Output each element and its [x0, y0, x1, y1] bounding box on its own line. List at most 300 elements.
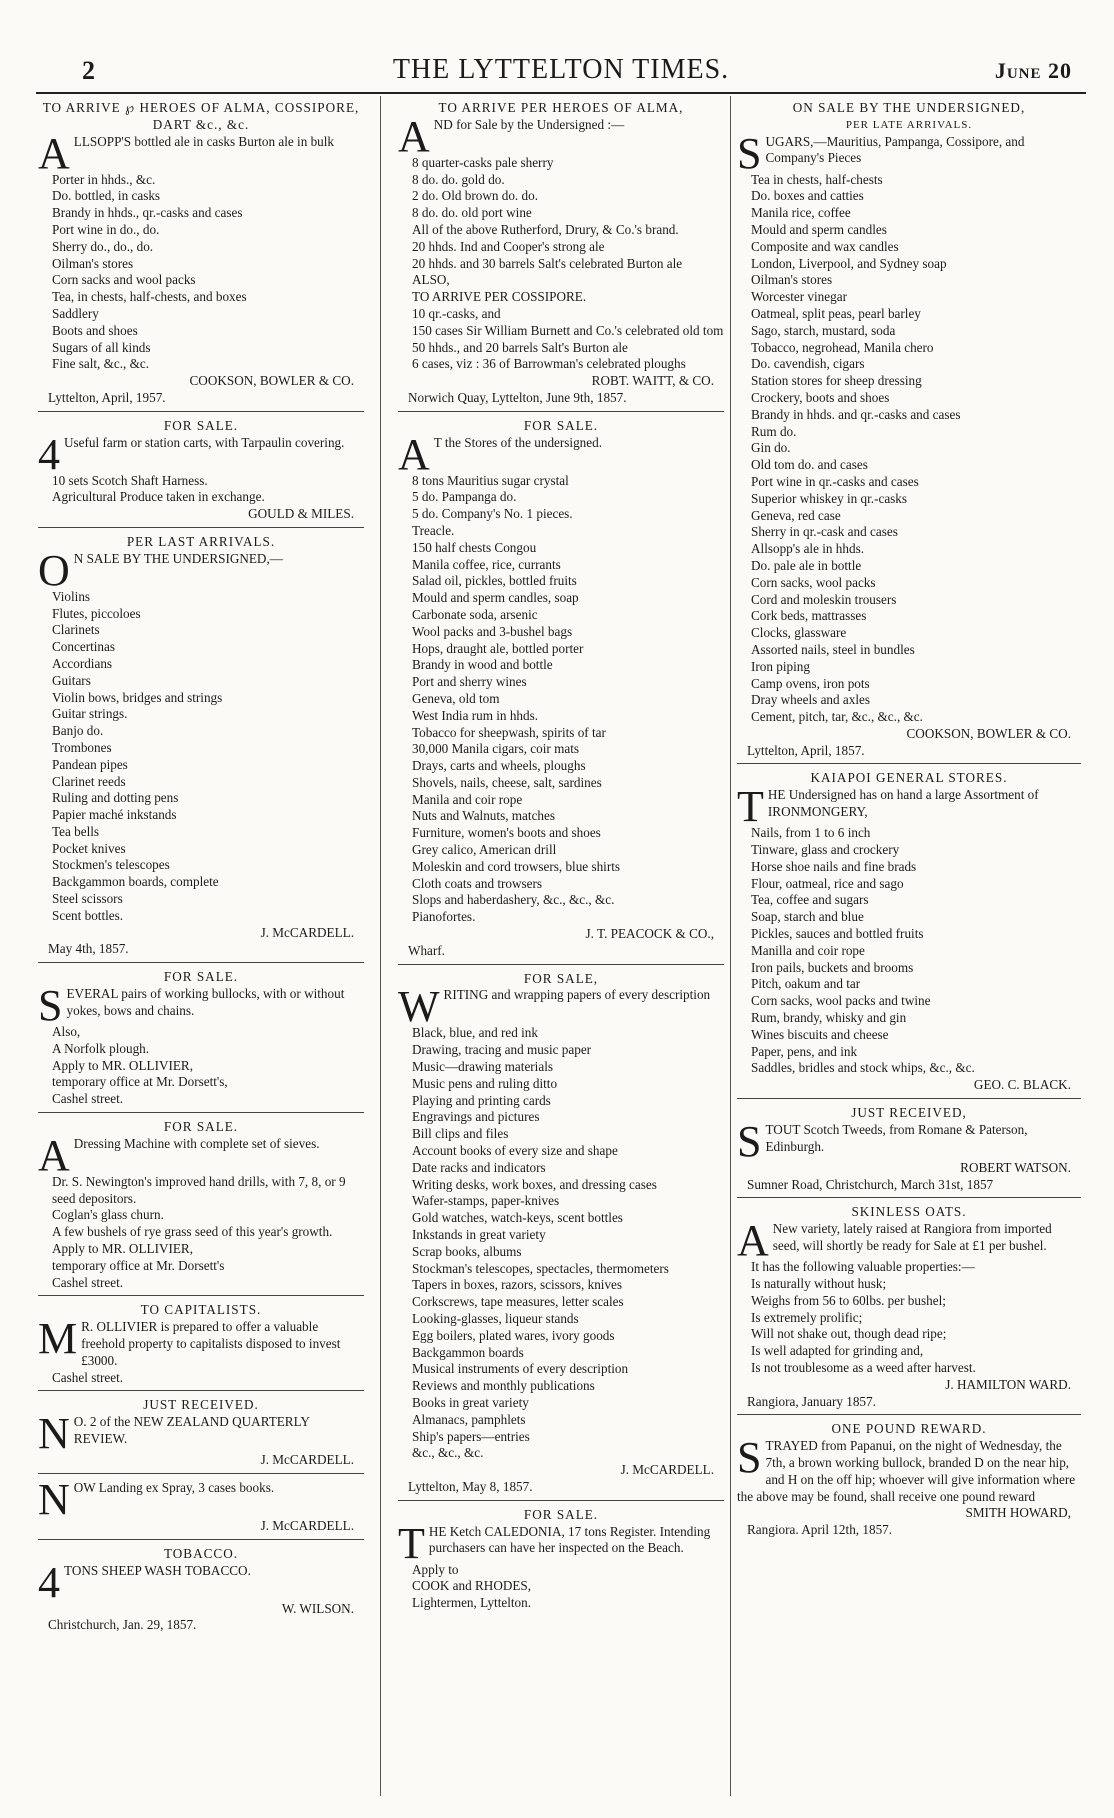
ad-item-list	[38, 589, 364, 925]
ad-lead	[737, 782, 1081, 832]
ad-item: Hops, draught ale, bottled porter	[412, 640, 584, 656]
ad-item-list	[38, 1174, 364, 1292]
ad-item: Musical instruments of every description	[412, 1361, 629, 1377]
ad-header: FOR SALE.	[523, 417, 599, 433]
drop-cap: O	[38, 545, 70, 595]
ad-item: Also,	[52, 1024, 81, 1040]
ad-header: FOR SALE,	[523, 970, 599, 986]
drop-cap: S	[737, 1116, 762, 1166]
ad-header: JUST RECEIVED,	[851, 1105, 967, 1121]
drop-cap: A	[737, 1216, 769, 1266]
drop-cap: S	[38, 981, 63, 1031]
ad-item: TO ARRIVE PER COSSIPORE.	[412, 289, 587, 305]
advertisement	[38, 1300, 364, 1391]
ad-item: Nails, from 1 to 6 inch	[751, 825, 871, 841]
ad-item: Backgammon boards, complete	[52, 874, 219, 890]
ad-signature: J. HAMILTON WARD.	[945, 1376, 1071, 1392]
ad-item: Drawing, tracing and music paper	[412, 1042, 592, 1058]
column-divider	[730, 96, 731, 1796]
ad-item: Drays, carts and wheels, ploughs	[412, 758, 586, 774]
ad-place-date: Rangiora, January 1857.	[747, 1393, 876, 1409]
ad-item: Worcester vinegar	[751, 289, 847, 305]
ad-item: Banjo do.	[52, 723, 104, 739]
ad-lead-text: TONS SHEEP WASH TOBACCO.	[64, 1562, 251, 1578]
advertisement	[737, 1419, 1081, 1543]
ad-item-list	[398, 1562, 724, 1612]
ad-item: A few bushels of rye grass seed of this year's growth.	[52, 1224, 333, 1240]
ad-lead	[38, 1130, 364, 1180]
ad-header: FOR SALE.	[163, 1119, 239, 1135]
ad-item: 50 hhds., and 20 barrels Salt's Burton ale	[412, 339, 628, 355]
ad-place-date: Wharf.	[408, 942, 445, 958]
ad-item: Pianofortes.	[412, 909, 476, 925]
ad-item: Wool packs and 3-bushel bags	[412, 623, 573, 639]
ad-header: KAIAPOI GENERAL STORES.	[810, 770, 1008, 786]
ad-header: TO ARRIVE PER HEROES OF ALMA,	[438, 100, 684, 115]
ad-lead	[398, 111, 724, 161]
advertisement	[737, 1103, 1081, 1198]
ad-item: Port and sherry wines	[412, 674, 527, 690]
ad-header: SKINLESS OATS.	[851, 1204, 967, 1220]
ad-item: Reviews and monthly publications	[412, 1378, 595, 1394]
ad-place-date: Lyttelton, May 8, 1857.	[408, 1478, 533, 1494]
drop-cap: A	[398, 111, 430, 161]
ad-signature: GOULD & MILES.	[248, 506, 354, 522]
ad-item: Playing and printing cards	[412, 1092, 551, 1108]
advertisement	[38, 1544, 364, 1638]
column-2	[398, 98, 724, 1808]
ad-item: 10 sets Scotch Shaft Harness.	[52, 472, 208, 488]
ad-item: Guitar strings.	[52, 706, 128, 722]
ad-item: Black, blue, and red ink	[412, 1025, 538, 1041]
drop-cap: A	[38, 128, 70, 178]
advertisement	[737, 768, 1081, 1099]
ad-item: Furniture, women's boots and shoes	[412, 825, 601, 841]
advertisement	[737, 98, 1081, 764]
ad-item: Pitch, oakum and tar	[751, 976, 861, 992]
ad-lead	[737, 1116, 1081, 1166]
ad-header: FOR SALE.	[163, 417, 239, 433]
ad-item: 6 cases, viz : 36 of Barrowman's celebrated ploughs	[412, 356, 686, 372]
ad-lead-text: Useful farm or station carts, with Tarpaulin covering.	[64, 434, 345, 450]
ad-item: Corn sacks, wool packs and twine	[751, 993, 931, 1009]
ad-item: Is naturally without husk;	[751, 1276, 887, 1292]
ad-item: All of the above Rutherford, Drury, & Co.'s brand.	[412, 221, 679, 237]
ad-item: Bill clips and files	[412, 1126, 509, 1142]
drop-cap: M	[38, 1314, 78, 1364]
drop-cap: W	[398, 982, 440, 1032]
ad-item: Tea, coffee and sugars	[751, 892, 869, 908]
ad-item: Oilman's stores	[52, 255, 134, 271]
ad-item: Date racks and indicators	[412, 1159, 546, 1175]
ad-item: Rum, brandy, whisky and gin	[751, 1010, 907, 1026]
ad-item: Dr. S. Newington's improved hand drills, with 7, 8, or 9 seed depositors.	[52, 1173, 346, 1206]
ad-item: Assorted nails, steel in bundles	[751, 641, 915, 657]
ad-signature: W. WILSON.	[281, 1600, 354, 1616]
ad-item: Account books of every size and shape	[412, 1143, 618, 1159]
ad-item: &c., &c., &c.	[412, 1445, 484, 1461]
ad-item: 20 hhds. and 30 barrels Salt's celebrated Burton ale	[412, 255, 683, 271]
ad-item: 8 do. do. old port wine	[412, 205, 532, 221]
ad-item: Geneva, old tom	[412, 690, 500, 706]
ad-item: Is well adapted for grinding and,	[751, 1343, 924, 1359]
ad-item: Tinware, glass and crockery	[751, 842, 900, 858]
column-3	[737, 98, 1081, 1808]
ad-item: Grey calico, American drill	[412, 842, 557, 858]
ad-lead-text: T the Stores of the undersigned.	[433, 434, 603, 450]
ad-item-list	[398, 155, 724, 373]
ad-item: London, Liverpool, and Sydney soap	[751, 255, 947, 271]
ad-item: COOK and RHODES,	[412, 1578, 532, 1594]
ad-item: Pandean pipes	[52, 756, 128, 772]
ad-signature: J. McCARDELL.	[260, 924, 354, 940]
ad-item: Accordians	[52, 655, 113, 671]
advertisement	[398, 969, 724, 1501]
ad-item: Pocket knives	[52, 840, 126, 856]
ad-item: Manila rice, coffee	[751, 205, 851, 221]
ad-item: Manila and coir rope	[412, 791, 523, 807]
ad-item: Violin bows, bridges and strings	[52, 689, 223, 705]
ad-item: Ship's papers—entries	[412, 1428, 530, 1444]
ad-item: Cashel street.	[52, 1369, 124, 1385]
ad-item: Clarinets	[52, 622, 100, 638]
ad-item: Shovels, nails, cheese, salt, sardines	[412, 774, 602, 790]
ad-item: 8 do. do. gold do.	[412, 171, 505, 187]
column-divider	[380, 96, 381, 1796]
ad-item: A Norfolk plough.	[52, 1040, 150, 1056]
ad-item: Salad oil, pickles, bottled fruits	[412, 573, 577, 589]
ad-item: Engravings and pictures	[412, 1109, 540, 1125]
ad-item: 10 qr.-casks, and	[412, 305, 501, 321]
ad-lead	[38, 128, 364, 178]
ad-item: Wafer-stamps, paper-knives	[412, 1193, 560, 1209]
advertisement	[38, 1475, 364, 1540]
ad-item: Horse shoe nails and fine brads	[751, 858, 917, 874]
ad-signature: GEO. C. BLACK.	[973, 1077, 1071, 1093]
drop-cap: 4	[38, 1557, 60, 1607]
ad-header: TO ARRIVE ℘ HEROES OF ALMA, COSSIPORE, DART &c., &c.	[42, 100, 360, 132]
ad-item: Manilla and coir rope	[751, 942, 865, 958]
ad-item: Iron pails, buckets and brooms	[751, 959, 914, 975]
ad-item: Boots and shoes	[52, 322, 138, 338]
ad-item: Moleskin and cord trowsers, blue shirts	[412, 858, 621, 874]
ad-item: Saddlery	[52, 305, 99, 321]
ad-item: 150 cases Sir William Burnett and Co.'s celebrated old tom	[412, 322, 724, 338]
ad-lead	[737, 1433, 1081, 1505]
ad-item-list	[737, 1259, 1081, 1377]
ad-item: 8 tons Mauritius sugar crystal	[412, 472, 569, 488]
column-1	[38, 98, 364, 1808]
ad-place-date: Christchurch, Jan. 29, 1857.	[48, 1617, 197, 1633]
ad-item: Paper, pens, and ink	[751, 1043, 858, 1059]
ad-item: Stockmen's telescopes	[52, 857, 170, 873]
ad-item: Mould and sperm candles	[751, 221, 887, 237]
ad-item: Oilman's stores	[751, 272, 833, 288]
ad-item: Clarinet reeds	[52, 773, 126, 789]
ad-lead-text: ND for Sale by the Undersigned :—	[433, 116, 625, 132]
ad-item: Camp ovens, iron pots	[751, 675, 870, 691]
ad-item: Saddles, bridles and stock whips, &c., &c.	[751, 1060, 975, 1076]
ad-item: Trombones	[52, 739, 112, 755]
drop-cap: 4	[38, 429, 60, 479]
ad-item: Composite and wax candles	[751, 238, 899, 254]
ad-item: Tobacco, negrohead, Manila chero	[751, 339, 934, 355]
ad-signature: SMITH HOWARD,	[965, 1505, 1071, 1521]
ad-item: Tea, in chests, half-chests, and boxes	[52, 289, 247, 305]
ad-item: Apply to MR. OLLIVIER,	[52, 1241, 194, 1257]
advertisement	[398, 1505, 724, 1616]
ad-item: Nuts and Walnuts, matches	[412, 808, 556, 824]
drop-cap: A	[38, 1130, 70, 1180]
ad-item: Brandy in hhds., qr.-casks and cases	[52, 205, 243, 221]
ad-lead-text: TRAYED from Papanui, on the night of Wednesday, the 7th, a brown working bullock, branded D on the near hip, and H on the off hip; whoever will give information where the above may be found, shall receive one pound reward	[737, 1438, 1076, 1504]
advertisement	[38, 1117, 364, 1296]
advertisement	[38, 967, 364, 1113]
ad-lead-text: R. OLLIVIER is prepared to offer a valuable freehold property to capitalists disposed to invest £3000.	[81, 1319, 341, 1368]
masthead	[36, 52, 1086, 94]
ad-item: Fine salt, &c., &c.	[52, 356, 150, 372]
ad-item: Cashel street.	[52, 1274, 124, 1290]
ad-item: Music—drawing materials	[412, 1059, 553, 1075]
advertisement	[737, 1202, 1081, 1415]
ad-lead	[398, 429, 724, 479]
ad-item: Egg boilers, plated wares, ivory goods	[412, 1327, 615, 1343]
ad-item: Steel scissors	[52, 891, 123, 907]
ad-lead	[38, 1409, 364, 1459]
ad-item: Old tom do. and cases	[751, 457, 868, 473]
ad-item: Cork beds, mattrasses	[751, 608, 867, 624]
ad-item: Books in great variety	[412, 1394, 529, 1410]
ad-header: FOR SALE.	[523, 1506, 599, 1522]
ad-item: Scrap books, albums	[412, 1243, 522, 1259]
ad-lead	[38, 1475, 364, 1524]
ad-item: Port wine in do., do.	[52, 221, 160, 237]
ad-signature: ROBT. WAITT, & CO.	[591, 373, 714, 389]
ad-item: 150 half chests Congou	[412, 539, 537, 555]
ad-item: Scent bottles.	[52, 907, 124, 923]
ad-item: Treacle.	[412, 522, 455, 538]
drop-cap: S	[737, 128, 762, 178]
ad-item: Sherry in qr.-cask and cases	[751, 524, 898, 540]
ad-lead	[38, 429, 364, 479]
advertisement	[398, 98, 724, 412]
ad-item: Oatmeal, split peas, pearl barley	[751, 305, 921, 321]
ad-signature: COOKSON, BOWLER & CO.	[189, 373, 354, 389]
ad-header: ON SALE BY THE UNDERSIGNED,	[792, 100, 1026, 115]
ad-lead	[737, 128, 1081, 178]
ad-place-date: Rangiora. April 12th, 1857.	[747, 1522, 893, 1538]
ad-item: Coglan's glass churn.	[52, 1207, 164, 1223]
ad-item: Carbonate soda, arsenic	[412, 606, 538, 622]
ad-item-list	[38, 1024, 364, 1108]
ad-item: 8 quarter-casks pale sherry	[412, 154, 554, 170]
ad-item: Brandy in hhds. and qr.-casks and cases	[751, 406, 961, 422]
ad-lead	[38, 1314, 364, 1369]
ad-lead-text: HE Ketch CALEDONIA, 17 tons Register. Intending purchasers can have her inspected on the Beach.	[428, 1523, 711, 1556]
ad-lead-text: Dressing Machine with complete set of sieves.	[73, 1135, 320, 1151]
ad-item: Station stores for sheep dressing	[751, 373, 922, 389]
ad-item: Do. boxes and catties	[751, 188, 864, 204]
ad-item: 2 do. Old brown do. do.	[412, 188, 539, 204]
ad-item: 30,000 Manila cigars, coir mats	[412, 741, 580, 757]
ad-lead-text: HE Undersigned has on hand a large Assortment of IRONMONGERY,	[767, 787, 1039, 820]
ad-signature: COOKSON, BOWLER & CO.	[906, 725, 1071, 741]
ad-item: Cashel street.	[52, 1091, 124, 1107]
ad-item-list	[38, 1370, 364, 1387]
ad-item-list	[737, 172, 1081, 726]
ad-item: Agricultural Produce taken in exchange.	[52, 489, 265, 505]
ad-item: Inkstands in great variety	[412, 1227, 546, 1243]
ad-item: Writing desks, work boxes, and dressing cases	[412, 1176, 657, 1192]
ad-header: TO CAPITALISTS.	[140, 1302, 262, 1318]
ad-item: Porter in hhds., &c.	[52, 171, 156, 187]
ad-item-list	[737, 825, 1081, 1077]
ad-item: Looking-glasses, liqueur stands	[412, 1311, 579, 1326]
issue-date: June 20	[994, 58, 1072, 83]
ad-item: Papier maché inkstands	[52, 807, 177, 823]
ad-item: Iron piping	[751, 658, 810, 674]
ad-signature: J. McCARDELL.	[260, 1452, 354, 1468]
ad-item: Music pens and ruling ditto	[412, 1075, 558, 1091]
ad-item: Almanacs, pamphlets	[412, 1411, 526, 1427]
ad-item: Brandy in wood and bottle	[412, 657, 553, 673]
ad-item: Clocks, glassware	[751, 625, 847, 641]
ad-item: Gold watches, watch-keys, scent bottles	[412, 1210, 623, 1226]
ad-subheader: PER LATE ARRIVALS.	[845, 118, 973, 131]
ad-place-date: Norwich Quay, Lyttelton, June 9th, 1857.	[408, 389, 627, 405]
ad-lead	[398, 982, 724, 1032]
ad-place-date: Lyttelton, April, 1957.	[48, 389, 166, 405]
ad-item: Pickles, sauces and bottled fruits	[751, 926, 924, 942]
ad-lead	[38, 545, 364, 595]
ad-item: 5 do. Pampanga do.	[412, 489, 517, 505]
ad-item: Backgammon boards	[412, 1344, 524, 1360]
ad-item: 20 hhds. Ind and Cooper's strong ale	[412, 238, 605, 254]
ad-item: West India rum in hhds.	[412, 707, 539, 723]
ad-item: Tobacco for sheepwash, spirits of tar	[412, 724, 606, 740]
ad-item: Soap, starch and blue	[751, 909, 864, 925]
ad-item: Tea bells	[52, 823, 100, 839]
ad-header: TOBACCO.	[163, 1545, 239, 1561]
drop-cap: S	[737, 1433, 762, 1483]
ad-item: Mould and sperm candles, soap	[412, 590, 579, 606]
ad-item: Do. pale ale in bottle	[751, 557, 862, 573]
advertisement	[38, 1395, 364, 1474]
ad-header: ONE POUND REWARD.	[831, 1421, 987, 1437]
ad-item: Sherry do., do., do.	[52, 238, 154, 254]
ad-item: Superior whiskey in qr.-casks	[751, 490, 908, 506]
ad-item-list	[38, 473, 364, 507]
ad-signature: J. McCARDELL.	[620, 1462, 714, 1478]
ad-item: Corn sacks, wool packs	[751, 574, 876, 590]
ad-lead-text: RITING and wrapping papers of every description	[443, 987, 711, 1003]
ad-item: ALSO,	[412, 272, 450, 288]
ad-item: Corn sacks and wool packs	[52, 272, 196, 288]
ad-item: Allsopp's ale in hhds.	[751, 541, 865, 557]
drop-cap: T	[737, 782, 764, 832]
ad-lead-text: EVERAL pairs of working bullocks, with or without yokes, bows and chains.	[66, 986, 345, 1018]
ad-item: Cement, pitch, tar, &c., &c., &c.	[751, 709, 923, 725]
ad-lead	[398, 1518, 724, 1568]
ad-header: FOR SALE.	[163, 969, 239, 985]
drop-cap: A	[398, 429, 430, 479]
advertisement	[38, 416, 364, 528]
ad-item: Sago, starch, mustard, soda	[751, 322, 896, 338]
ad-item-list	[38, 172, 364, 374]
ad-item: Crockery, boots and shoes	[751, 389, 890, 405]
ad-header: PER LAST ARRIVALS.	[126, 533, 276, 549]
ad-item: temporary office at Mr. Dorsett's,	[52, 1074, 228, 1090]
ad-item: Stockman's telescopes, spectacles, thermometers	[412, 1260, 669, 1276]
ad-place-date: May 4th, 1857.	[48, 941, 129, 957]
ad-item: Wines biscuits and cheese	[751, 1026, 889, 1042]
newspaper-title: THE LYTTELTON TIMES.	[392, 54, 730, 85]
ad-item: Is not troublesome as a weed after harvest.	[751, 1360, 976, 1375]
ad-place-date: Sumner Road, Christchurch, March 31st, 1857	[747, 1176, 994, 1192]
ad-signature: ROBERT WATSON.	[960, 1159, 1071, 1175]
ad-item: Flour, oatmeal, rice and sago	[751, 875, 904, 891]
ad-lead-text: UGARS,—Mauritius, Pampanga, Cossipore, and Company's Pieces	[765, 133, 1025, 166]
ad-item: Rum do.	[751, 423, 797, 439]
ad-item: Cloth coats and trowsers	[412, 875, 543, 891]
ad-lead-text: O. 2 of the NEW ZEALAND QUARTERLY REVIEW.	[73, 1414, 310, 1446]
ad-item: It has the following valuable properties:—	[751, 1259, 975, 1275]
ad-item: Lightermen, Lyttelton.	[412, 1595, 532, 1611]
ad-item: Apply to MR. OLLIVIER,	[52, 1057, 194, 1073]
ad-item: Corkscrews, tape measures, letter scales	[412, 1294, 624, 1310]
ad-lead-text: OW Landing ex Spray, 3 cases books.	[73, 1480, 275, 1495]
ad-item: Guitars	[52, 672, 91, 688]
ad-signature: J. McCARDELL.	[260, 1518, 354, 1533]
ad-item: Ruling and dotting pens	[52, 790, 179, 806]
drop-cap: N	[38, 1475, 70, 1524]
ad-item: Dray wheels and axles	[751, 692, 871, 708]
ad-lead	[38, 1557, 364, 1607]
ad-item: Tapers in boxes, razors, scissors, knives	[412, 1277, 623, 1293]
ad-item: Is extremely prolific;	[751, 1309, 863, 1325]
ad-item: 5 do. Company's No. 1 pieces.	[412, 506, 573, 522]
ad-lead-text: N SALE BY THE UNDERSIGNED,—	[73, 550, 283, 566]
ad-item: Do. bottled, in casks	[52, 188, 161, 204]
ad-place-date: Lyttelton, April, 1857.	[747, 742, 865, 758]
ad-item: Flutes, piccoloes	[52, 605, 141, 621]
ad-lead-text: New variety, lately raised at Rangiora from imported seed, will shortly be ready for Sale at £1 per bushel.	[772, 1221, 1052, 1254]
ad-lead-text: TOUT Scotch Tweeds, from Romane & Paterson, Edinburgh.	[765, 1121, 1028, 1154]
drop-cap: N	[38, 1409, 70, 1459]
ad-item: Will not shake out, though dead ripe;	[751, 1326, 947, 1342]
ad-item: Sugars of all kinds	[52, 339, 151, 355]
ad-item: Apply to	[412, 1561, 459, 1577]
ad-item-list	[398, 1025, 724, 1462]
ad-item: Weighs from 56 to 60lbs. per bushel;	[751, 1292, 946, 1308]
ad-item: Gin do.	[751, 440, 791, 456]
advertisement	[398, 416, 724, 965]
advertisement	[38, 532, 364, 963]
ad-item: Violins	[52, 588, 91, 604]
ad-item: Geneva, red case	[751, 507, 841, 523]
ad-item: Do. cavendish, cigars	[751, 356, 865, 372]
ad-item: Slops and haberdashery, &c., &c., &c.	[412, 892, 615, 908]
ad-item: Port wine in qr.-casks and cases	[751, 473, 919, 489]
page-number: 2	[82, 56, 95, 85]
ad-lead	[38, 981, 364, 1031]
ad-item-list	[398, 473, 724, 927]
ad-lead-text: LLSOPP'S bottled ale in casks Burton ale in bulk	[73, 133, 335, 149]
ad-item: Cord and moleskin trousers	[751, 591, 897, 607]
ad-item: Concertinas	[52, 639, 115, 655]
ad-lead	[737, 1216, 1081, 1266]
ad-item: Tea in chests, half-chests	[751, 171, 883, 187]
